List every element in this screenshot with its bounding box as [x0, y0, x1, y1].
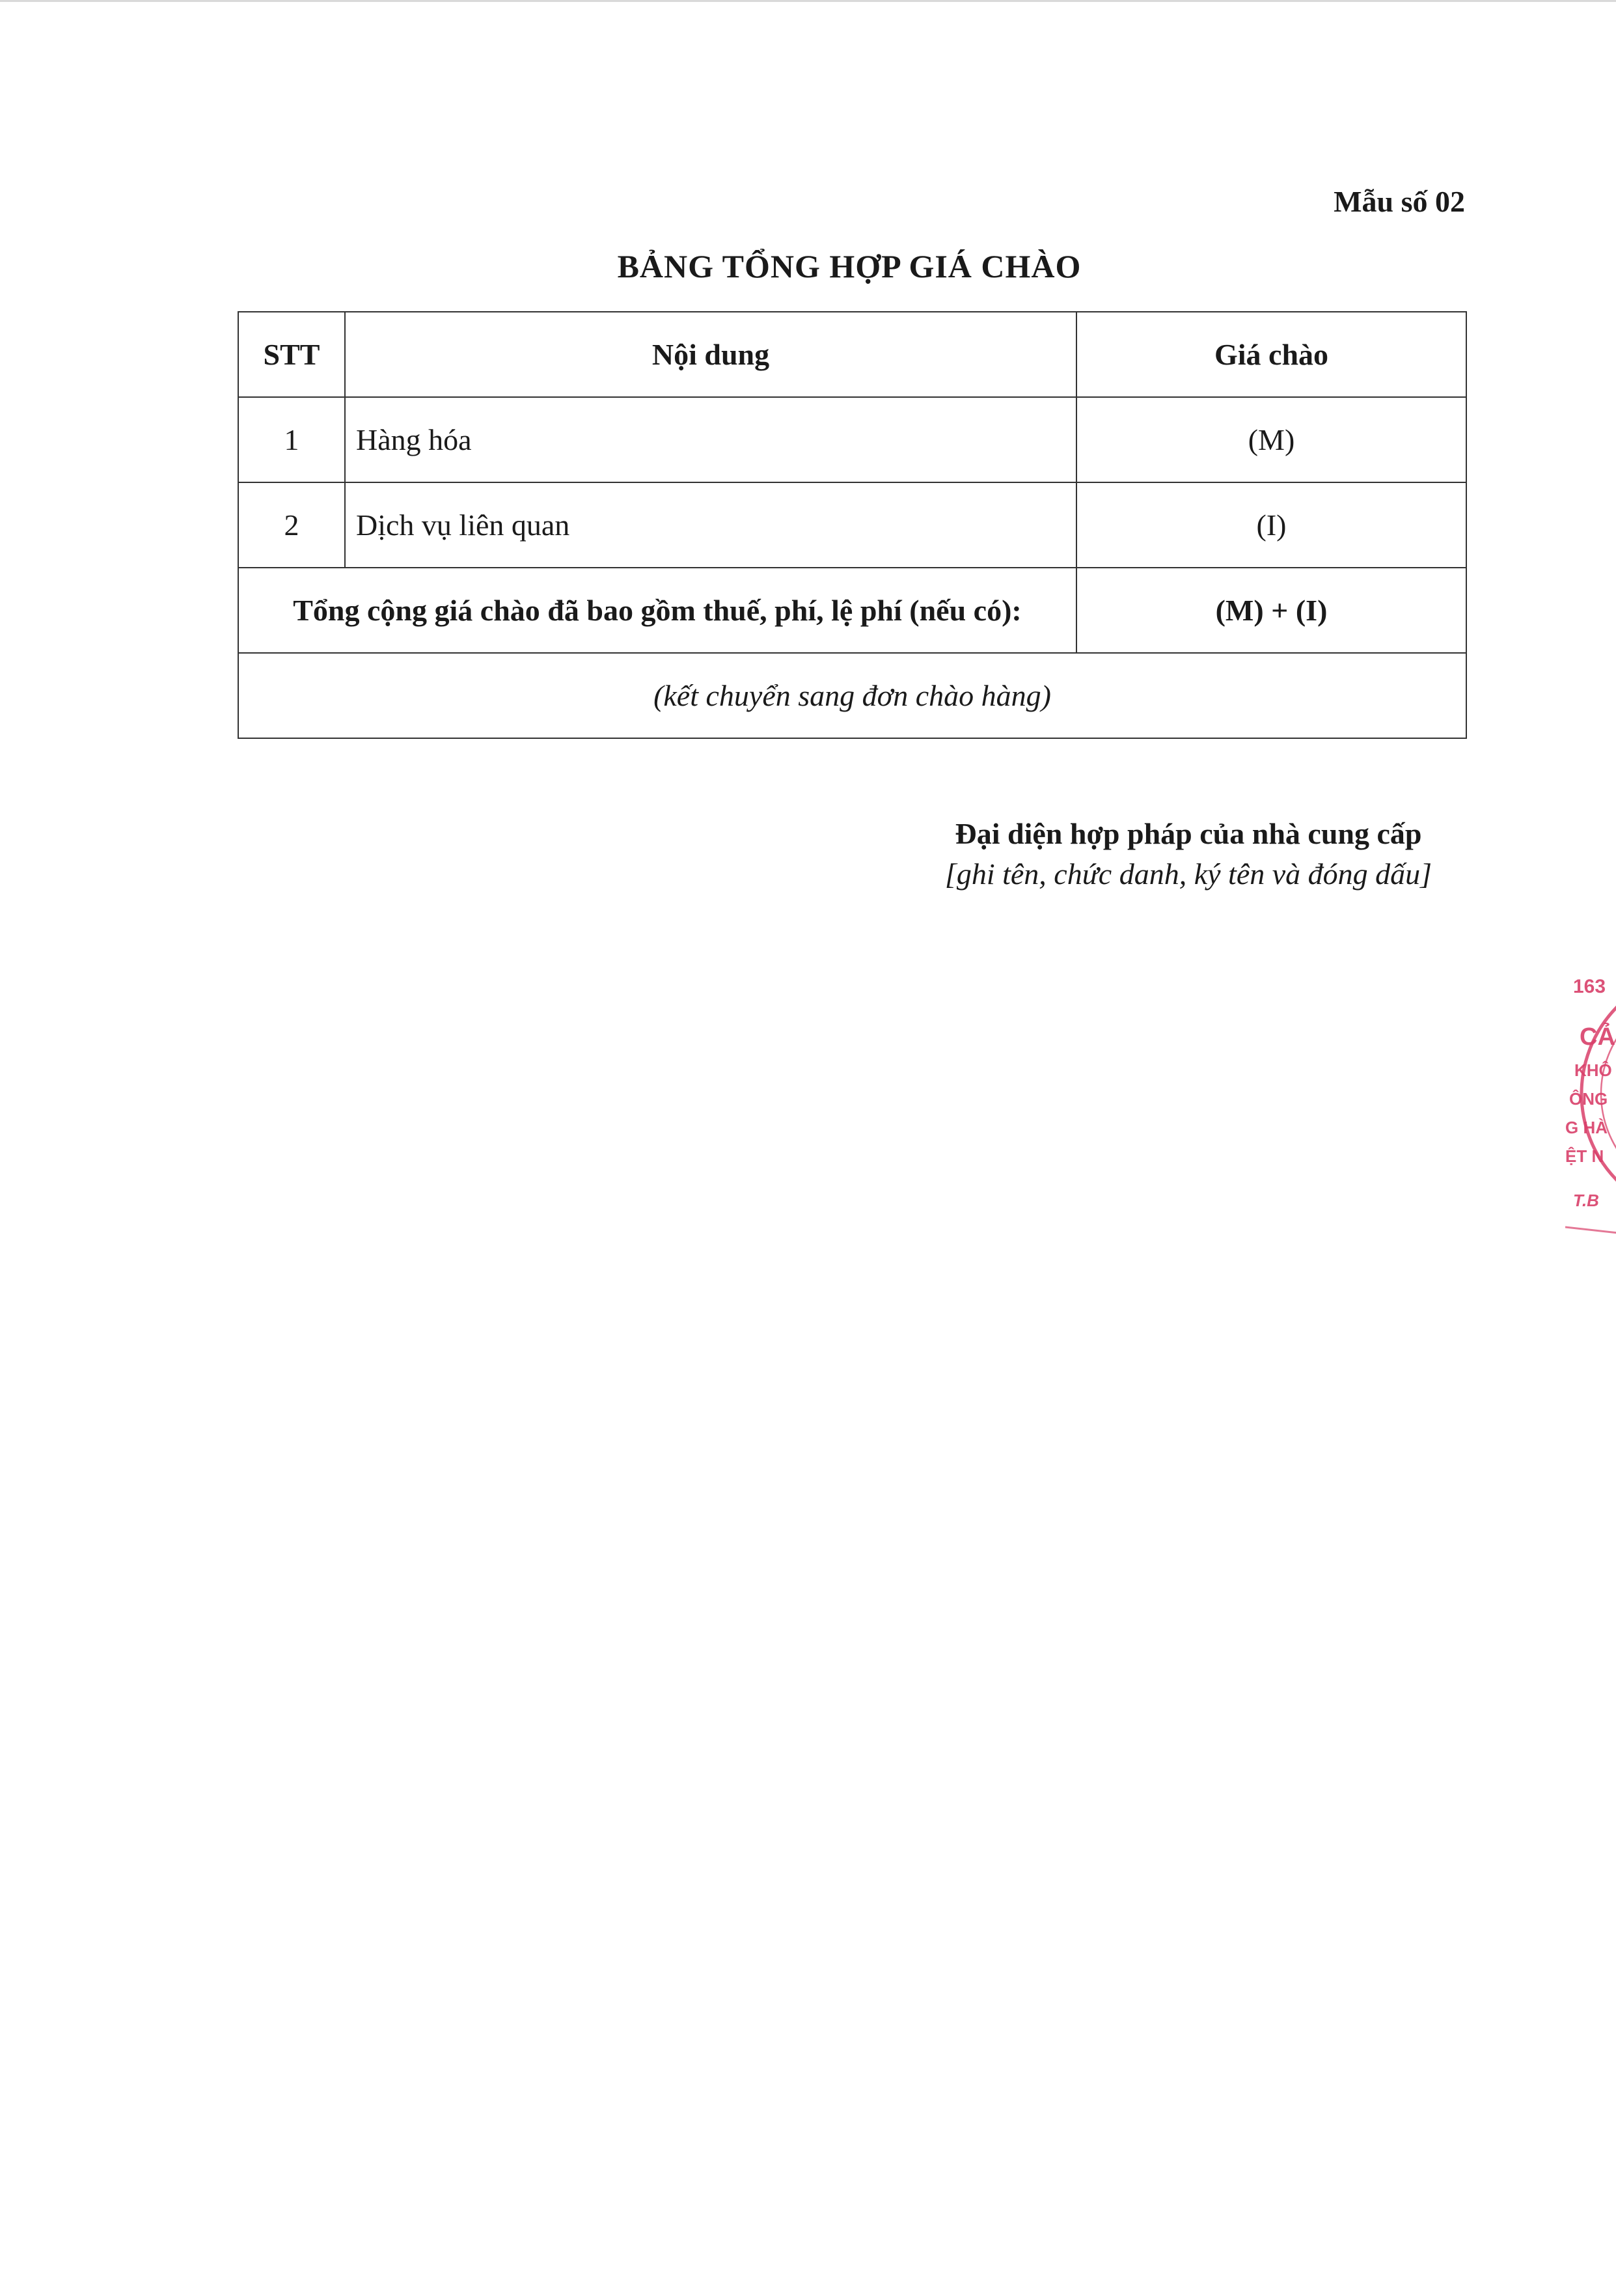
seal-fragment-3: KHÔ [1574, 1060, 1612, 1080]
row-content: Hàng hóa [345, 397, 1076, 482]
seal-fragment-6: ỆT N [1565, 1146, 1604, 1166]
table-row [238, 482, 1466, 568]
document-title: BẢNG TỔNG HỢP GIÁ CHÀO [617, 248, 1082, 284]
signature-block [909, 814, 1468, 894]
row-stt: 1 [238, 397, 345, 482]
seal-fragment-4: ÔNG [1569, 1089, 1608, 1109]
signature-instruction: [ghi tên, chức danh, ký tên và đóng dấu] [944, 857, 1432, 891]
header-stt: STT [238, 312, 345, 397]
company-seal-stamp [1565, 954, 1616, 1279]
seal-fragment-5: G HÀ [1565, 1118, 1608, 1137]
total-label: Tổng cộng giá chào đã bao gồm thuế, phí, lệ phí (nếu có): [238, 568, 1076, 653]
row-price: (M) [1076, 397, 1466, 482]
row-price: (I) [1076, 482, 1466, 568]
header-content: Nội dung [345, 312, 1076, 397]
row-content: Dịch vụ liên quan [345, 482, 1076, 568]
page-top-edge [0, 0, 1616, 2]
signature-title: Đại diện hợp pháp của nhà cung cấp [955, 817, 1422, 850]
seal-fragment-2: CẢ [1580, 1023, 1615, 1051]
table-note-row [238, 653, 1466, 738]
seal-fragment-7: T.B [1573, 1191, 1599, 1210]
form-number: Mẫu số 02 [1334, 185, 1465, 218]
seal-fragment-1: 163 [1573, 976, 1606, 997]
table-total-row [238, 568, 1466, 653]
total-value: (M) + (I) [1076, 568, 1466, 653]
row-stt: 2 [238, 482, 345, 568]
table-header-row [238, 312, 1466, 397]
seal-stamp-graphic [1565, 954, 1616, 1279]
header-price: Giá chào [1076, 312, 1466, 397]
table-note: (kết chuyển sang đơn chào hàng) [238, 653, 1466, 738]
table-row [238, 397, 1466, 482]
price-summary-table [238, 311, 1467, 739]
